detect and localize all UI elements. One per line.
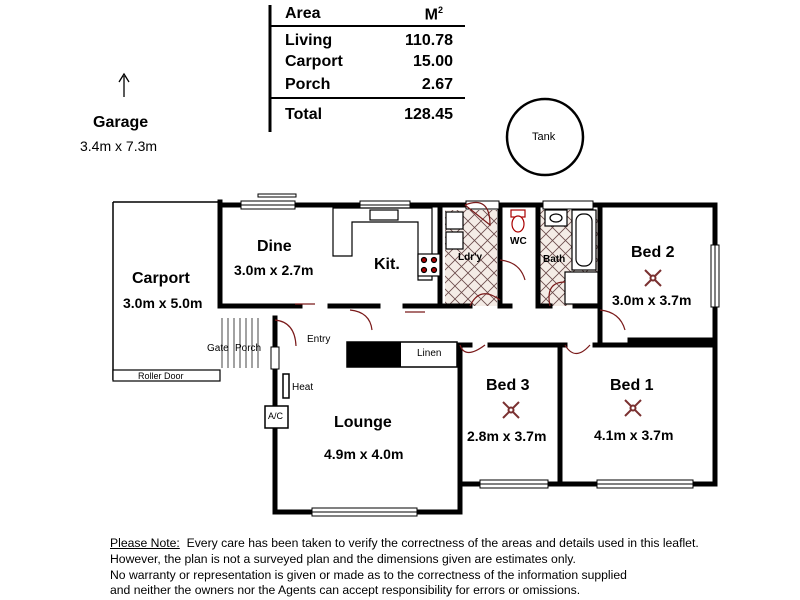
area-row-value: 110.78 — [404, 32, 453, 49]
gate-label: Gate — [207, 343, 229, 354]
heater-icon — [283, 374, 289, 398]
dine-size: 3.0m x 2.7m — [234, 262, 314, 278]
heat-label: Heat — [292, 382, 314, 393]
bath-label: Bath — [543, 254, 566, 265]
area-row-value: 15.00 — [412, 53, 453, 70]
ac-label: A/C — [268, 411, 284, 421]
linen-block — [347, 342, 401, 367]
note-line-3: No warranty or representation is given or made as to the correctness of the information supplied — [110, 567, 627, 582]
area-row-label: Porch — [285, 76, 331, 93]
note-line-1: Please Note: Every care has been taken to verify the correctness of the areas and details used in this leaflet. — [110, 536, 699, 550]
garage-label: Garage — [93, 114, 149, 131]
bed3-label: Bed 3 — [486, 377, 530, 394]
lounge-label: Lounge — [334, 414, 392, 431]
area-row-value: 2.67 — [421, 76, 453, 93]
wc-label: WC — [510, 236, 527, 247]
entry-label: Entry — [307, 334, 331, 345]
carport-outline — [113, 202, 220, 381]
linen-label: Linen — [417, 348, 442, 359]
bed2-size: 3.0m x 3.7m — [612, 292, 692, 308]
disclaimer-note — [110, 536, 730, 599]
area-header-unit: $M^2$ — [424, 5, 443, 24]
porch-label: Porch — [235, 343, 262, 354]
area-total-value: 128.45 — [404, 106, 453, 123]
note-heading: Please Note: — [110, 536, 180, 550]
toilet-icon — [511, 210, 525, 232]
north-arrow-icon — [119, 74, 129, 97]
area-row-label: Carport — [285, 53, 343, 70]
bed1-label: Bed 1 — [610, 377, 654, 394]
laundry-label: Ldr'y — [458, 252, 483, 263]
note-line-4: and neither the owners nor the Agents can accept responsibility for errors or omissions. — [110, 583, 581, 598]
bed3-size: 2.8m x 3.7m — [467, 428, 547, 444]
kitchen-label: Kit. — [374, 256, 400, 273]
area-header-label: Area — [285, 5, 321, 22]
area-row-label: Living — [285, 32, 333, 49]
note-line-2: However, the plan is not a surveyed plan and the dimensions given are estimates only. — [110, 551, 576, 566]
roller-door-label: Roller Door — [138, 371, 184, 381]
area-total-label: Total — [285, 106, 323, 123]
carport-size: 3.0m x 5.0m — [123, 295, 203, 311]
bed2-label: Bed 2 — [631, 244, 675, 261]
dine-label: Dine — [257, 238, 292, 255]
lounge-size: 4.9m x 4.0m — [324, 446, 404, 462]
bed1-size: 4.1m x 3.7m — [594, 427, 674, 443]
garage-size: 3.4m x 7.3m — [80, 138, 158, 154]
tank-label: Tank — [532, 131, 556, 143]
carport-label: Carport — [132, 270, 190, 287]
